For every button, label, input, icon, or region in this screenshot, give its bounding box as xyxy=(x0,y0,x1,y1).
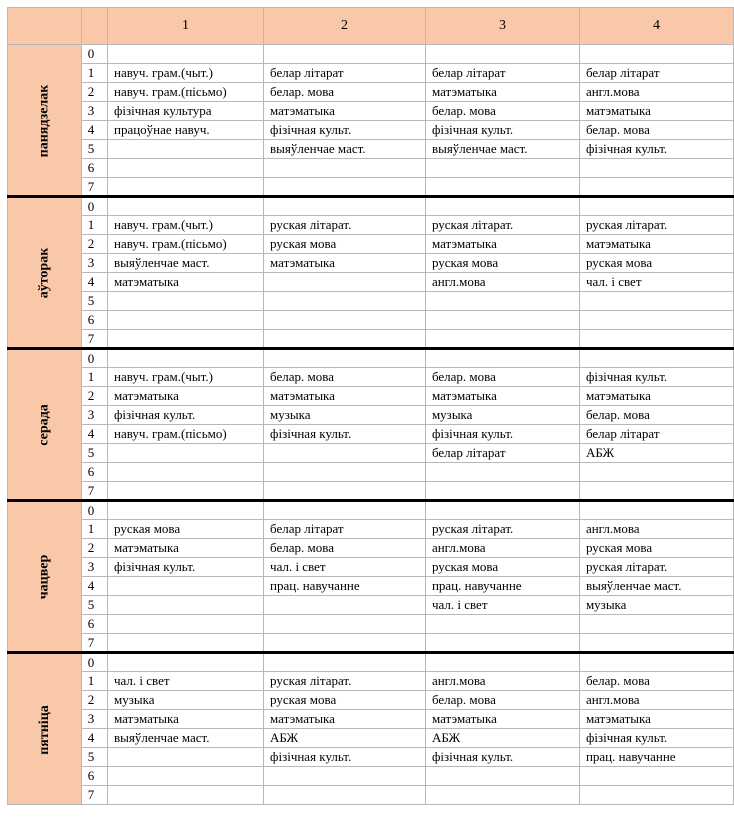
lesson-cell: фізічная культ. xyxy=(425,425,579,444)
lesson-number: 7 xyxy=(81,178,107,197)
lesson-number: 4 xyxy=(81,577,107,596)
lesson-cell: белар. мова xyxy=(579,406,733,425)
lesson-cell: музыка xyxy=(425,406,579,425)
lesson-cell xyxy=(107,197,263,216)
lesson-number: 2 xyxy=(81,83,107,102)
lesson-cell xyxy=(425,197,579,216)
lesson-cell xyxy=(107,748,263,767)
lesson-number: 3 xyxy=(81,710,107,729)
lesson-cell xyxy=(425,159,579,178)
schedule-row xyxy=(8,368,734,387)
schedule-row xyxy=(8,520,734,539)
lesson-cell: руская мова xyxy=(579,539,733,558)
lesson-cell: руская мова xyxy=(264,235,426,254)
lesson-cell: музыка xyxy=(264,406,426,425)
lesson-cell: матэматыка xyxy=(264,387,426,406)
lesson-number: 1 xyxy=(81,368,107,387)
lesson-cell: руская літарат. xyxy=(579,558,733,577)
lesson-cell xyxy=(264,292,426,311)
schedule-row xyxy=(8,292,734,311)
lesson-cell: белар. мова xyxy=(579,672,733,691)
lesson-cell: руская літарат. xyxy=(425,520,579,539)
lesson-cell xyxy=(107,615,263,634)
schedule-row xyxy=(8,197,734,216)
lesson-cell: руская літарат. xyxy=(264,672,426,691)
lesson-cell: чал. і свет xyxy=(264,558,426,577)
lesson-number: 6 xyxy=(81,159,107,178)
schedule-row xyxy=(8,634,734,653)
lesson-number-header xyxy=(81,8,107,45)
schedule-row xyxy=(8,558,734,577)
schedule-row xyxy=(8,83,734,102)
lesson-cell: матэматыка xyxy=(425,83,579,102)
lesson-number: 2 xyxy=(81,387,107,406)
day-label-cell xyxy=(8,653,82,805)
corner-cell xyxy=(8,8,82,45)
day-label: аўторак xyxy=(36,247,52,299)
lesson-cell xyxy=(107,330,263,349)
schedule-row xyxy=(8,273,734,292)
schedule-row xyxy=(8,463,734,482)
lesson-cell xyxy=(425,482,579,501)
lesson-cell xyxy=(425,463,579,482)
lesson-number: 4 xyxy=(81,729,107,748)
schedule-row xyxy=(8,596,734,615)
lesson-cell: чал. і свет xyxy=(579,273,733,292)
lesson-cell: навуч. грам.(чыт.) xyxy=(107,368,263,387)
lesson-number: 3 xyxy=(81,102,107,121)
lesson-number: 1 xyxy=(81,216,107,235)
lesson-cell: фізічная культ. xyxy=(264,121,426,140)
lesson-cell: АБЖ xyxy=(579,444,733,463)
schedule-row xyxy=(8,748,734,767)
schedule-row xyxy=(8,425,734,444)
column-header-3: 3 xyxy=(425,8,579,45)
schedule-row xyxy=(8,330,734,349)
lesson-cell: фізічная культ. xyxy=(264,425,426,444)
lesson-number: 0 xyxy=(81,197,107,216)
day-label: панядзелак xyxy=(36,84,52,157)
lesson-cell xyxy=(264,45,426,64)
lesson-number: 2 xyxy=(81,691,107,710)
lesson-cell xyxy=(107,159,263,178)
schedule-row xyxy=(8,349,734,368)
lesson-cell xyxy=(107,577,263,596)
lesson-cell xyxy=(579,197,733,216)
lesson-cell: навуч. грам.(пісьмо) xyxy=(107,425,263,444)
schedule-row xyxy=(8,691,734,710)
lesson-cell: матэматыка xyxy=(425,235,579,254)
lesson-cell xyxy=(579,653,733,672)
lesson-cell: белар. мова xyxy=(579,121,733,140)
lesson-cell xyxy=(107,349,263,368)
lesson-cell: працоўнае навуч. xyxy=(107,121,263,140)
schedule-row xyxy=(8,406,734,425)
lesson-number: 4 xyxy=(81,425,107,444)
lesson-cell: белар. мова xyxy=(264,368,426,387)
schedule-row xyxy=(8,767,734,786)
lesson-number: 6 xyxy=(81,311,107,330)
lesson-cell: белар. мова xyxy=(425,691,579,710)
lesson-cell xyxy=(264,178,426,197)
lesson-cell xyxy=(579,349,733,368)
lesson-cell xyxy=(264,501,426,520)
column-header-1: 1 xyxy=(107,8,263,45)
lesson-cell: матэматыка xyxy=(107,273,263,292)
schedule-row xyxy=(8,653,734,672)
day-label-cell xyxy=(8,349,82,501)
lesson-cell: чал. і свет xyxy=(425,596,579,615)
lesson-cell: музыка xyxy=(579,596,733,615)
lesson-cell xyxy=(425,349,579,368)
lesson-cell xyxy=(425,330,579,349)
lesson-cell xyxy=(107,634,263,653)
lesson-cell xyxy=(264,596,426,615)
lesson-number: 6 xyxy=(81,615,107,634)
lesson-cell: навуч. грам.(чыт.) xyxy=(107,64,263,83)
header-row xyxy=(8,8,734,45)
lesson-number: 0 xyxy=(81,349,107,368)
lesson-cell: фізічная культ. xyxy=(107,558,263,577)
lesson-cell: выяўленчае маст. xyxy=(425,140,579,159)
lesson-cell: англ.мова xyxy=(579,520,733,539)
schedule-row xyxy=(8,159,734,178)
lesson-cell: руская мова xyxy=(264,691,426,710)
lesson-cell: руская літарат. xyxy=(579,216,733,235)
lesson-cell xyxy=(107,786,263,805)
lesson-cell xyxy=(264,311,426,330)
lesson-cell: выяўленчае маст. xyxy=(579,577,733,596)
lesson-cell xyxy=(107,767,263,786)
lesson-number: 2 xyxy=(81,235,107,254)
timetable-body xyxy=(8,45,734,805)
lesson-cell: белар літарат xyxy=(579,64,733,83)
lesson-number: 1 xyxy=(81,64,107,83)
lesson-cell: чал. і свет xyxy=(107,672,263,691)
lesson-number: 5 xyxy=(81,140,107,159)
lesson-number: 4 xyxy=(81,273,107,292)
schedule-row xyxy=(8,387,734,406)
lesson-cell: белар літарат xyxy=(425,64,579,83)
schedule-row xyxy=(8,235,734,254)
lesson-cell: руская мова xyxy=(425,558,579,577)
lesson-number: 6 xyxy=(81,767,107,786)
schedule-row xyxy=(8,140,734,159)
lesson-cell: руская літарат. xyxy=(264,216,426,235)
lesson-cell: матэматыка xyxy=(264,102,426,121)
lesson-cell xyxy=(579,501,733,520)
lesson-number: 7 xyxy=(81,786,107,805)
lesson-cell: фізічная культ. xyxy=(579,729,733,748)
lesson-cell xyxy=(264,786,426,805)
schedule-row xyxy=(8,444,734,463)
lesson-cell: матэматыка xyxy=(264,254,426,273)
lesson-cell xyxy=(425,615,579,634)
lesson-cell xyxy=(107,292,263,311)
lesson-cell: белар літарат xyxy=(579,425,733,444)
lesson-number: 6 xyxy=(81,463,107,482)
lesson-cell: матэматыка xyxy=(107,539,263,558)
lesson-number: 5 xyxy=(81,596,107,615)
lesson-cell: АБЖ xyxy=(264,729,426,748)
lesson-cell xyxy=(579,45,733,64)
lesson-cell xyxy=(107,501,263,520)
lesson-cell: фізічная культ. xyxy=(425,121,579,140)
lesson-cell: прац. навучанне xyxy=(425,577,579,596)
schedule-row xyxy=(8,577,734,596)
schedule-row xyxy=(8,102,734,121)
day-label: серада xyxy=(36,404,52,446)
lesson-cell xyxy=(425,501,579,520)
day-label: чацвер xyxy=(36,554,52,600)
lesson-cell xyxy=(107,178,263,197)
lesson-cell xyxy=(264,615,426,634)
lesson-cell: матэматыка xyxy=(425,710,579,729)
lesson-cell xyxy=(107,482,263,501)
schedule-row xyxy=(8,729,734,748)
day-label: пятніца xyxy=(36,704,52,755)
lesson-cell: фізічная культ. xyxy=(425,748,579,767)
lesson-cell xyxy=(579,615,733,634)
lesson-cell: выяўленчае маст. xyxy=(264,140,426,159)
lesson-cell: белар літарат xyxy=(425,444,579,463)
lesson-cell xyxy=(107,596,263,615)
schedule-row xyxy=(8,482,734,501)
lesson-cell xyxy=(425,653,579,672)
lesson-cell: выяўленчае маст. xyxy=(107,254,263,273)
lesson-cell: руская мова xyxy=(425,254,579,273)
lesson-cell: навуч. грам.(пісьмо) xyxy=(107,83,263,102)
lesson-cell xyxy=(579,330,733,349)
lesson-number: 1 xyxy=(81,672,107,691)
lesson-cell: фізічная культ. xyxy=(264,748,426,767)
schedule-row xyxy=(8,121,734,140)
schedule-row xyxy=(8,64,734,83)
lesson-cell: руская літарат. xyxy=(425,216,579,235)
timetable xyxy=(7,7,734,805)
lesson-cell: навуч. грам.(пісьмо) xyxy=(107,235,263,254)
lesson-number: 5 xyxy=(81,748,107,767)
lesson-cell xyxy=(107,463,263,482)
lesson-cell: матэматыка xyxy=(107,387,263,406)
lesson-cell xyxy=(425,45,579,64)
lesson-cell xyxy=(425,767,579,786)
lesson-cell xyxy=(579,159,733,178)
lesson-cell: фізічная культура xyxy=(107,102,263,121)
lesson-cell: матэматыка xyxy=(579,387,733,406)
schedule-row xyxy=(8,539,734,558)
lesson-cell xyxy=(425,634,579,653)
lesson-cell xyxy=(264,159,426,178)
lesson-cell: руская мова xyxy=(107,520,263,539)
lesson-number: 7 xyxy=(81,634,107,653)
lesson-cell: англ.мова xyxy=(579,83,733,102)
lesson-cell: АБЖ xyxy=(425,729,579,748)
day-label-cell xyxy=(8,501,82,653)
lesson-cell xyxy=(425,178,579,197)
lesson-number: 0 xyxy=(81,653,107,672)
lesson-cell xyxy=(579,178,733,197)
lesson-number: 1 xyxy=(81,520,107,539)
lesson-cell: англ.мова xyxy=(425,539,579,558)
lesson-cell: белар. мова xyxy=(425,102,579,121)
lesson-cell xyxy=(425,292,579,311)
lesson-number: 7 xyxy=(81,330,107,349)
lesson-number: 0 xyxy=(81,501,107,520)
lesson-number: 5 xyxy=(81,292,107,311)
schedule-row xyxy=(8,178,734,197)
lesson-cell xyxy=(107,444,263,463)
lesson-cell: фізічная культ. xyxy=(107,406,263,425)
lesson-cell: белар. мова xyxy=(264,83,426,102)
lesson-cell: фізічная культ. xyxy=(579,140,733,159)
lesson-cell: белар. мова xyxy=(264,539,426,558)
lesson-cell xyxy=(579,311,733,330)
lesson-cell xyxy=(579,767,733,786)
lesson-cell xyxy=(264,653,426,672)
column-header-2: 2 xyxy=(264,8,426,45)
lesson-cell xyxy=(264,634,426,653)
lesson-cell xyxy=(264,463,426,482)
schedule-row xyxy=(8,786,734,805)
lesson-cell xyxy=(264,767,426,786)
lesson-cell xyxy=(579,634,733,653)
lesson-cell: выяўленчае маст. xyxy=(107,729,263,748)
lesson-cell xyxy=(264,482,426,501)
lesson-cell xyxy=(579,482,733,501)
lesson-number: 3 xyxy=(81,254,107,273)
lesson-cell xyxy=(264,330,426,349)
lesson-cell xyxy=(107,45,263,64)
schedule-row xyxy=(8,311,734,330)
lesson-cell: англ.мова xyxy=(425,672,579,691)
lesson-number: 7 xyxy=(81,482,107,501)
lesson-cell: прац. навучанне xyxy=(579,748,733,767)
lesson-cell: матэматыка xyxy=(264,710,426,729)
schedule-row xyxy=(8,216,734,235)
schedule-row xyxy=(8,710,734,729)
lesson-cell: англ.мова xyxy=(579,691,733,710)
lesson-cell xyxy=(579,463,733,482)
lesson-cell xyxy=(107,653,263,672)
lesson-number: 2 xyxy=(81,539,107,558)
lesson-cell xyxy=(264,349,426,368)
lesson-cell: фізічная культ. xyxy=(579,368,733,387)
lesson-cell: матэматыка xyxy=(579,710,733,729)
lesson-cell: белар. мова xyxy=(425,368,579,387)
lesson-cell: матэматыка xyxy=(425,387,579,406)
lesson-cell xyxy=(425,786,579,805)
schedule-row xyxy=(8,254,734,273)
lesson-cell: матэматыка xyxy=(107,710,263,729)
lesson-cell xyxy=(579,786,733,805)
lesson-cell xyxy=(107,140,263,159)
lesson-cell: музыка xyxy=(107,691,263,710)
schedule-row xyxy=(8,672,734,691)
lesson-cell: англ.мова xyxy=(425,273,579,292)
lesson-cell: прац. навучанне xyxy=(264,577,426,596)
column-header-4: 4 xyxy=(579,8,733,45)
lesson-cell xyxy=(425,311,579,330)
lesson-cell xyxy=(107,311,263,330)
lesson-cell xyxy=(264,444,426,463)
schedule-row xyxy=(8,501,734,520)
lesson-cell: белар літарат xyxy=(264,64,426,83)
lesson-number: 5 xyxy=(81,444,107,463)
lesson-cell: матэматыка xyxy=(579,235,733,254)
lesson-number: 0 xyxy=(81,45,107,64)
lesson-cell xyxy=(579,292,733,311)
lesson-cell: руская мова xyxy=(579,254,733,273)
lesson-cell xyxy=(264,197,426,216)
schedule-row xyxy=(8,615,734,634)
lesson-cell: белар літарат xyxy=(264,520,426,539)
day-label-cell xyxy=(8,197,82,349)
lesson-cell: матэматыка xyxy=(579,102,733,121)
lesson-number: 3 xyxy=(81,558,107,577)
lesson-cell: навуч. грам.(чыт.) xyxy=(107,216,263,235)
schedule-row xyxy=(8,45,734,64)
lesson-cell xyxy=(264,273,426,292)
lesson-number: 4 xyxy=(81,121,107,140)
lesson-number: 3 xyxy=(81,406,107,425)
day-label-cell xyxy=(8,45,82,197)
